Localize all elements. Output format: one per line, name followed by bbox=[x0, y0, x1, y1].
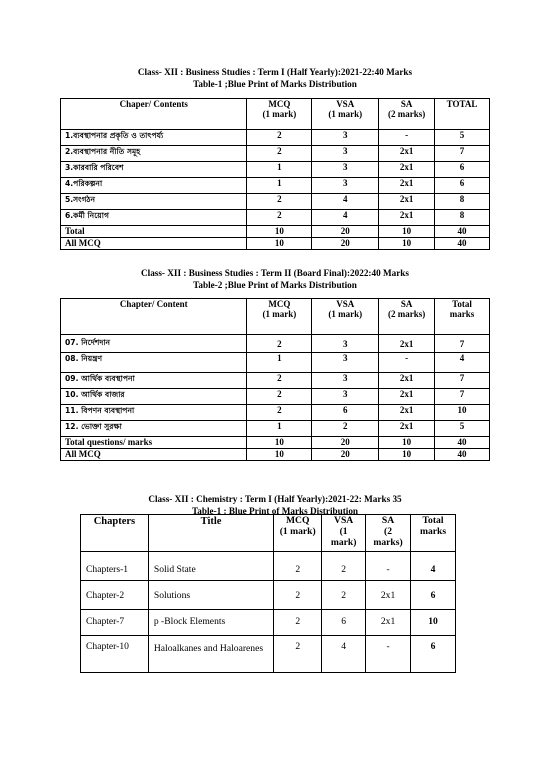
table-row bbox=[61, 421, 490, 437]
table-cell: 1 bbox=[247, 178, 312, 194]
table-cell: 4 bbox=[435, 353, 490, 373]
table-cell: 40 bbox=[435, 238, 490, 250]
table-row bbox=[61, 353, 490, 373]
section1-subheading: Table-1 ;Blue Print of Marks Distribution bbox=[193, 79, 357, 89]
table-cell: 2 bbox=[312, 421, 379, 437]
table-cell: 6 bbox=[411, 581, 456, 610]
table-cell: 3 bbox=[312, 335, 379, 353]
table-cell: 20 bbox=[312, 437, 379, 449]
table-cell: 3 bbox=[312, 162, 379, 178]
table-cell: Total questions/ marks bbox=[61, 437, 247, 449]
table-cell: - bbox=[379, 353, 435, 373]
col-header-total: Total marks bbox=[435, 299, 490, 335]
table-cell: All MCQ bbox=[61, 449, 247, 461]
table-cell: 20 bbox=[312, 226, 379, 238]
col-header-vsa: VSA (1 mark) bbox=[312, 299, 379, 335]
table-cell: 10 bbox=[379, 238, 435, 250]
table-cell: 4 bbox=[322, 636, 366, 673]
table-cell: - bbox=[366, 552, 411, 581]
col-header-chapters: Chapters bbox=[81, 515, 149, 552]
table-cell: 4 bbox=[411, 552, 456, 581]
col-header-mcq: MCQ (1 mark) bbox=[274, 515, 322, 552]
table-cell: 2.ব্যবস্থাপনার নীতি সমূহ bbox=[61, 146, 247, 162]
section1-heading: Class- XII : Business Studies : Term I (Half Yearly):2021-22:40 Marks bbox=[137, 67, 413, 77]
section1-table bbox=[60, 98, 490, 250]
table-cell: 2 bbox=[274, 581, 322, 610]
col-header-total: Total marks bbox=[411, 515, 456, 552]
table-cell: 7 bbox=[435, 373, 490, 389]
table-cell: 8 bbox=[435, 194, 490, 210]
table-cell: 2 bbox=[247, 335, 312, 353]
section2-table bbox=[60, 298, 490, 461]
col-header-sa: SA (2 marks) bbox=[379, 99, 435, 130]
table-cell: 2 bbox=[274, 552, 322, 581]
table-row bbox=[81, 636, 456, 673]
table-cell: 40 bbox=[435, 437, 490, 449]
table-cell: 2x1 bbox=[379, 421, 435, 437]
table-cell: 2x1 bbox=[379, 405, 435, 421]
col-header-vsa: VSA (1 mark) bbox=[322, 515, 366, 552]
col-header-sa: SA (2 marks) bbox=[366, 515, 411, 552]
col-header-sa: SA (2 marks) bbox=[379, 299, 435, 335]
table-cell: - bbox=[366, 636, 411, 673]
table-row bbox=[61, 335, 490, 353]
table-cell: Solutions bbox=[148, 581, 273, 610]
table-row bbox=[61, 389, 490, 405]
table-cell: 2 bbox=[274, 636, 322, 673]
table-cell: 08. নিয়ন্ত্রণ bbox=[61, 353, 247, 373]
table-cell: 2x1 bbox=[379, 210, 435, 226]
section3-table bbox=[80, 514, 456, 673]
section2-heading: Class- XII : Business Studies : Term II (Board Final):2022:40 Marks bbox=[141, 268, 409, 278]
table-cell: 12. ভোক্তা সুরক্ষা bbox=[61, 421, 247, 437]
table-row bbox=[61, 405, 490, 421]
table-cell: - bbox=[379, 130, 435, 146]
table-row bbox=[61, 130, 490, 146]
table-cell: 6 bbox=[435, 178, 490, 194]
table-cell: 3 bbox=[312, 130, 379, 146]
table-cell: 3 bbox=[312, 353, 379, 373]
table-cell: 3 bbox=[312, 373, 379, 389]
table-cell: Chapters-1 bbox=[81, 552, 149, 581]
table-cell: 6 bbox=[322, 610, 366, 636]
table-row bbox=[61, 178, 490, 194]
table-cell: 5.সংগঠন bbox=[61, 194, 247, 210]
table-cell: 7 bbox=[435, 389, 490, 405]
table-cell: 2 bbox=[247, 130, 312, 146]
table-cell: 2x1 bbox=[379, 162, 435, 178]
table-cell: 10 bbox=[379, 449, 435, 461]
table-row bbox=[61, 194, 490, 210]
col-header-mcq: MCQ (1 mark) bbox=[247, 99, 312, 130]
col-header-chapter: Chaper/ Contents bbox=[61, 99, 247, 130]
total-row bbox=[61, 226, 490, 238]
table-cell: 2 bbox=[247, 194, 312, 210]
table-header-row bbox=[81, 515, 456, 552]
table-cell: 20 bbox=[312, 238, 379, 250]
table-cell: 1 bbox=[247, 353, 312, 373]
col-header-mcq: MCQ (1 mark) bbox=[247, 299, 312, 335]
col-header-chapter: Chapter/ Content bbox=[61, 299, 247, 335]
col-header-total: TOTAL bbox=[435, 99, 490, 130]
table-cell: 1 bbox=[247, 421, 312, 437]
table-row bbox=[61, 373, 490, 389]
table-cell: 1 bbox=[247, 162, 312, 178]
table-cell: 2 bbox=[322, 581, 366, 610]
col-header-vsa: VSA (1 mark) bbox=[312, 99, 379, 130]
all-mcq-row bbox=[61, 449, 490, 461]
table-cell: 2 bbox=[247, 373, 312, 389]
table-cell: 5 bbox=[435, 130, 490, 146]
table-cell: 09. আর্থিক ব্যবস্থাপনা bbox=[61, 373, 247, 389]
table-cell: 10 bbox=[247, 226, 312, 238]
table-cell: 2 bbox=[247, 405, 312, 421]
table-cell: 10 bbox=[379, 226, 435, 238]
table-cell: 10 bbox=[435, 405, 490, 421]
table-cell: 4.পরিকল্পনা bbox=[61, 178, 247, 194]
table-cell: 2x1 bbox=[379, 373, 435, 389]
table-row bbox=[81, 581, 456, 610]
table-header-row bbox=[61, 99, 490, 130]
table-cell: 20 bbox=[312, 449, 379, 461]
table-cell: Chapter-7 bbox=[81, 610, 149, 636]
table-cell: Chapter-10 bbox=[81, 636, 149, 673]
section2-title bbox=[0, 267, 550, 291]
table-cell: 10 bbox=[247, 238, 312, 250]
table-row bbox=[61, 210, 490, 226]
table-cell: 2 bbox=[247, 146, 312, 162]
table-cell: 1.ব্যবস্থাপনার প্রকৃতি ও তাৎপর্য্য bbox=[61, 130, 247, 146]
table-cell: 5 bbox=[435, 421, 490, 437]
table-header-row bbox=[61, 299, 490, 335]
table-cell: p -Block Elements bbox=[148, 610, 273, 636]
table-cell: 4 bbox=[312, 210, 379, 226]
table-cell: 2x1 bbox=[366, 581, 411, 610]
table-cell: 2 bbox=[322, 552, 366, 581]
section3-subheading: Table-1 : Blue Print of Marks Distribution bbox=[191, 506, 359, 516]
table-row bbox=[81, 552, 456, 581]
section3-heading: Class- XII : Chemistry : Term I (Half Yearly):2021-22: Marks 35 bbox=[148, 494, 402, 504]
table-cell: 2 bbox=[247, 210, 312, 226]
col-header-title: Title bbox=[148, 515, 273, 552]
table-cell: 8 bbox=[435, 210, 490, 226]
table-cell: 6 bbox=[312, 405, 379, 421]
table-cell: 2x1 bbox=[379, 178, 435, 194]
table-cell: 3 bbox=[312, 389, 379, 405]
table-cell: 2x1 bbox=[379, 389, 435, 405]
table-cell: Chapter-2 bbox=[81, 581, 149, 610]
table-cell: 7 bbox=[435, 335, 490, 353]
table-cell: 40 bbox=[435, 449, 490, 461]
table-row bbox=[61, 162, 490, 178]
section1-title bbox=[0, 66, 550, 90]
table-cell: 10 bbox=[411, 610, 456, 636]
table-cell: 10 bbox=[247, 449, 312, 461]
table-cell: 10 bbox=[247, 437, 312, 449]
table-cell: 07. নির্দেশদান bbox=[61, 335, 247, 353]
table-cell: 3 bbox=[312, 146, 379, 162]
table-row bbox=[61, 146, 490, 162]
table-cell: 2x1 bbox=[366, 610, 411, 636]
table-cell: All MCQ bbox=[61, 238, 247, 250]
table-cell: Haloalkanes and Haloarenes bbox=[148, 636, 273, 673]
table-cell: 3 bbox=[312, 178, 379, 194]
table-cell: 6.কর্মী নিয়োগ bbox=[61, 210, 247, 226]
table-cell: 2x1 bbox=[379, 194, 435, 210]
table-cell: 10 bbox=[379, 437, 435, 449]
table-cell: Total bbox=[61, 226, 247, 238]
section2-subheading: Table-2 ;Blue Print of Marks Distribution bbox=[193, 280, 357, 290]
table-cell: 11. বিপণন ব্যবস্থাপনা bbox=[61, 405, 247, 421]
table-cell: 2 bbox=[274, 610, 322, 636]
table-cell: 2x1 bbox=[379, 335, 435, 353]
table-cell: 6 bbox=[411, 636, 456, 673]
table-cell: 3.কারবারি পরিবেশ bbox=[61, 162, 247, 178]
table-cell: 40 bbox=[435, 226, 490, 238]
table-cell: 7 bbox=[435, 146, 490, 162]
table-cell: 4 bbox=[312, 194, 379, 210]
table-cell: 6 bbox=[435, 162, 490, 178]
table-cell: Solid State bbox=[148, 552, 273, 581]
all-mcq-row bbox=[61, 238, 490, 250]
table-row bbox=[81, 610, 456, 636]
table-cell: 2x1 bbox=[379, 146, 435, 162]
table-cell: 10. আর্থিক বাজার bbox=[61, 389, 247, 405]
total-row bbox=[61, 437, 490, 449]
table-cell: 2 bbox=[247, 389, 312, 405]
